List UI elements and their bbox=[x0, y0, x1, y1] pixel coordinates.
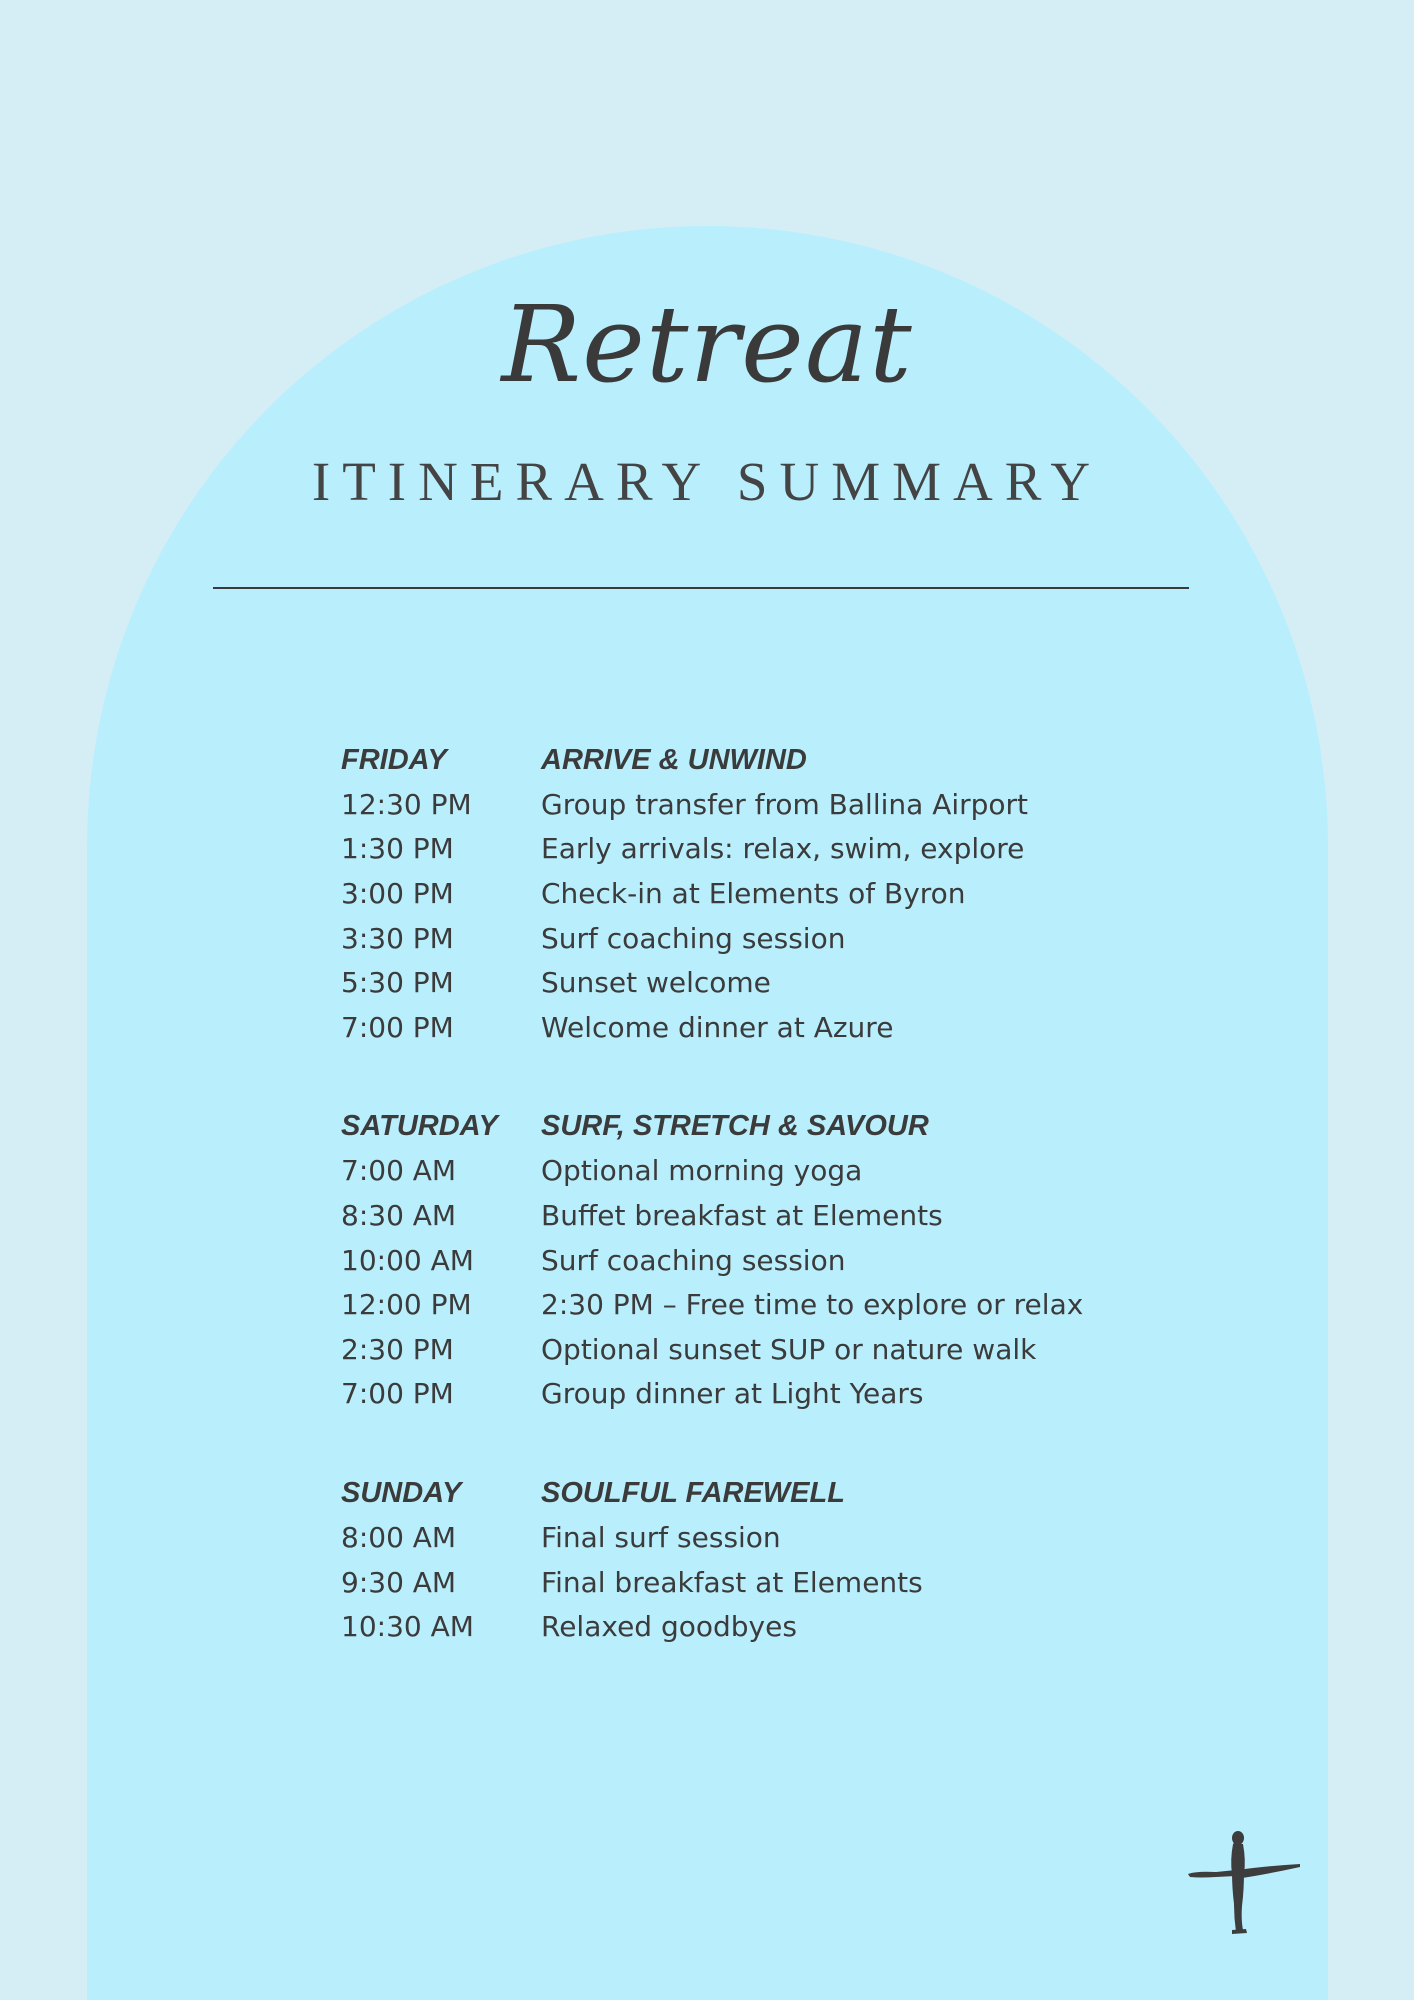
day-sunday bbox=[341, 1471, 1241, 1649]
item-time: 7:00 PM bbox=[341, 1377, 454, 1411]
day-header bbox=[341, 1471, 1241, 1515]
day-theme: SOULFUL FAREWELL bbox=[541, 1476, 845, 1509]
item-time: 12:30 PM bbox=[341, 787, 472, 821]
item-time: 3:30 PM bbox=[341, 921, 454, 955]
day-saturday bbox=[341, 1105, 1241, 1417]
list-item bbox=[341, 1515, 1241, 1560]
list-item bbox=[341, 1372, 1241, 1417]
day-header bbox=[341, 738, 1241, 782]
item-time: 3:00 PM bbox=[341, 876, 454, 910]
itinerary-schedule bbox=[341, 738, 1241, 1704]
item-time: 7:00 PM bbox=[341, 1010, 454, 1044]
item-activity: Relaxed goodbyes bbox=[541, 1610, 797, 1644]
list-item bbox=[341, 1282, 1241, 1327]
list-item bbox=[341, 916, 1241, 961]
list-item bbox=[341, 1604, 1241, 1649]
list-item bbox=[341, 871, 1241, 916]
list-item bbox=[341, 960, 1241, 1005]
day-header bbox=[341, 1105, 1241, 1149]
item-time: 8:00 AM bbox=[341, 1520, 457, 1554]
item-activity: Sunset welcome bbox=[541, 966, 771, 1000]
day-name: SUNDAY bbox=[341, 1476, 462, 1509]
item-activity: Optional sunset SUP or nature walk bbox=[541, 1332, 1037, 1366]
list-item bbox=[341, 782, 1241, 827]
yoga-figure-icon bbox=[1186, 1830, 1306, 1940]
item-activity: Surf coaching session bbox=[541, 1243, 846, 1277]
page-title: Retreat bbox=[501, 283, 913, 406]
item-activity: Group transfer from Ballina Airport bbox=[541, 787, 1029, 821]
item-time: 5:30 PM bbox=[341, 966, 454, 1000]
item-activity: Surf coaching session bbox=[541, 921, 846, 955]
item-time: 10:30 AM bbox=[341, 1610, 474, 1644]
item-activity: Buffet breakfast at Elements bbox=[541, 1198, 943, 1232]
item-activity: Optional morning yoga bbox=[541, 1154, 863, 1188]
list-item bbox=[341, 1238, 1241, 1283]
item-time: 1:30 PM bbox=[341, 832, 454, 866]
day-friday bbox=[341, 738, 1241, 1050]
item-time: 12:00 PM bbox=[341, 1288, 472, 1322]
item-activity: Early arrivals: relax, swim, explore bbox=[541, 832, 1025, 866]
item-time: 7:00 AM bbox=[341, 1154, 457, 1188]
item-activity: 2:30 PM – Free time to explore or relax bbox=[541, 1288, 1084, 1322]
item-time: 2:30 PM bbox=[341, 1332, 454, 1366]
list-item bbox=[341, 827, 1241, 872]
day-theme: SURF, STRETCH & SAVOUR bbox=[541, 1110, 929, 1143]
item-time: 9:30 AM bbox=[341, 1565, 457, 1599]
list-item bbox=[341, 1005, 1241, 1050]
item-time: 8:30 AM bbox=[341, 1198, 457, 1232]
item-activity: Welcome dinner at Azure bbox=[541, 1010, 894, 1044]
item-activity: Group dinner at Light Years bbox=[541, 1377, 924, 1411]
divider bbox=[213, 587, 1189, 589]
list-item bbox=[341, 1327, 1241, 1372]
item-activity: Final surf session bbox=[541, 1520, 781, 1554]
day-theme: ARRIVE & UNWIND bbox=[541, 743, 807, 776]
page-subtitle: ITINERARY SUMMARY bbox=[311, 451, 1103, 512]
day-name: FRIDAY bbox=[341, 743, 447, 776]
item-activity: Final breakfast at Elements bbox=[541, 1565, 923, 1599]
list-item bbox=[341, 1193, 1241, 1238]
item-activity: Check-in at Elements of Byron bbox=[541, 876, 966, 910]
item-time: 10:00 AM bbox=[341, 1243, 474, 1277]
day-name: SATURDAY bbox=[341, 1110, 498, 1143]
list-item bbox=[341, 1560, 1241, 1605]
list-item bbox=[341, 1149, 1241, 1194]
